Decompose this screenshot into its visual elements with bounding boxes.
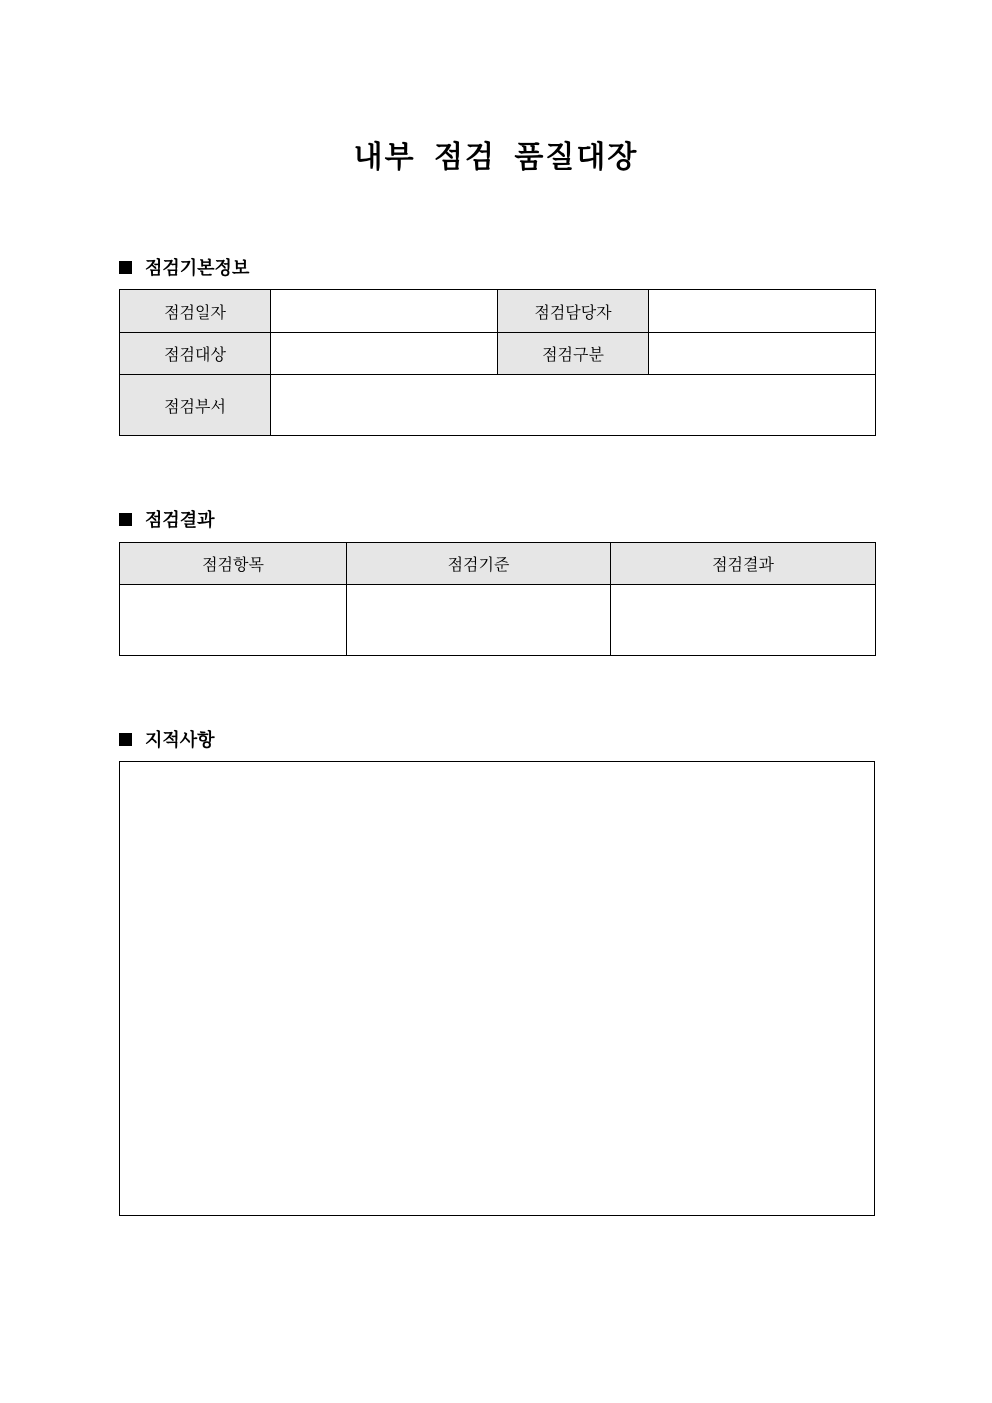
inspection-date-label: 점검일자 bbox=[120, 290, 271, 333]
result-item-cell[interactable] bbox=[120, 585, 347, 656]
remarks-heading bbox=[119, 726, 215, 752]
result-criteria-cell[interactable] bbox=[347, 585, 611, 656]
column-header-item: 점검항목 bbox=[120, 543, 347, 585]
inspection-target-label: 점검대상 bbox=[120, 333, 271, 375]
inspection-type-label: 점검구분 bbox=[498, 333, 649, 375]
remarks-heading-text: 지적사항 bbox=[145, 730, 215, 751]
inspector-label: 점검담당자 bbox=[498, 290, 649, 333]
basic-info-heading-text: 점검기본정보 bbox=[145, 258, 250, 279]
results-heading bbox=[119, 506, 215, 532]
department-label: 점검부서 bbox=[120, 375, 271, 436]
page-title: 내부 점검 품질대장 bbox=[353, 140, 639, 175]
square-bullet-icon bbox=[119, 733, 132, 746]
column-header-result: 점검결과 bbox=[611, 543, 876, 585]
basic-info-heading bbox=[119, 254, 249, 280]
result-value-cell[interactable] bbox=[611, 585, 876, 656]
results-heading-text: 점검결과 bbox=[145, 510, 215, 531]
table-row bbox=[120, 333, 876, 375]
inspection-type-field[interactable] bbox=[649, 333, 876, 375]
table-row bbox=[120, 290, 876, 333]
inspection-date-field[interactable] bbox=[271, 290, 498, 333]
inspection-target-field[interactable] bbox=[271, 333, 498, 375]
basic-info-table bbox=[119, 289, 876, 436]
table-row bbox=[120, 375, 876, 436]
column-header-criteria: 점검기준 bbox=[347, 543, 611, 585]
table-header-row bbox=[120, 543, 876, 585]
square-bullet-icon bbox=[119, 261, 132, 274]
department-field[interactable] bbox=[271, 375, 876, 436]
square-bullet-icon bbox=[119, 513, 132, 526]
table-row bbox=[120, 585, 876, 656]
results-table bbox=[119, 542, 876, 656]
inspector-field[interactable] bbox=[649, 290, 876, 333]
remarks-box[interactable] bbox=[119, 761, 875, 1216]
